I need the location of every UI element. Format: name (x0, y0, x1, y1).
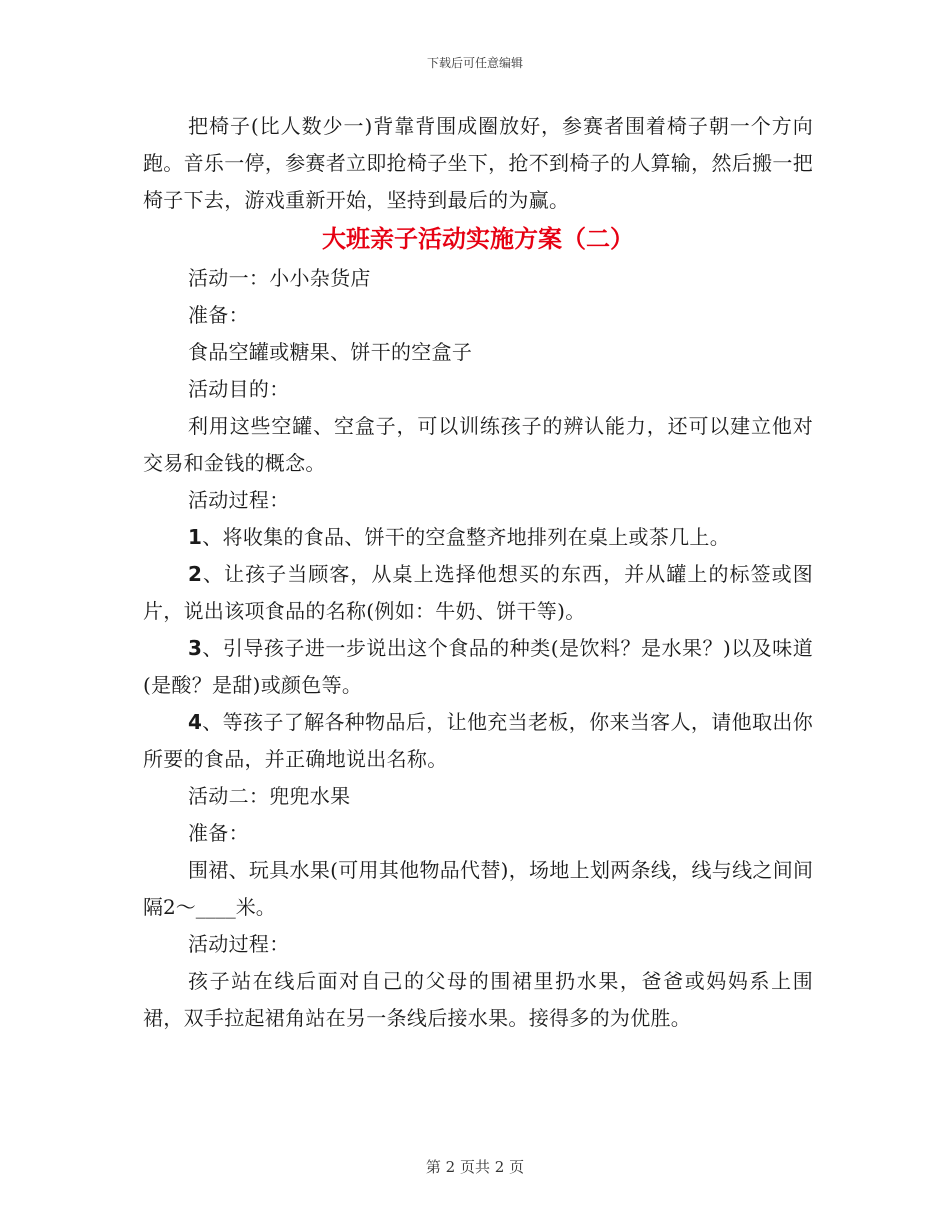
step-number: 2 (188, 562, 203, 586)
page-footer: 第 2 页共 2 页 (425, 1158, 525, 1176)
activity1-step-1 (143, 519, 813, 556)
step-number: 1 (188, 525, 203, 549)
document-body (143, 108, 813, 1037)
activity2-prep-text: 围裙、玩具水果(可用其他物品代替)，场地上划两条线，线与线之间间隔2～____米。 (143, 858, 813, 919)
step-text: 、引导孩子进一步说出这个食品的种类(是饮料？是水果？)以及味道(是酸？是甜)或颜色等。 (143, 636, 813, 697)
activity1-goal-text: 利用这些空罐、空盒子，可以训练孩子的辨认能力，还可以建立他对交易和金钱的概念。 (143, 414, 813, 475)
step-number: 4 (188, 710, 203, 734)
activity2-process-label: 活动过程： (188, 932, 290, 956)
activity1-prep-label: 准备： (188, 303, 249, 327)
activity2-prep-label: 准备： (188, 821, 249, 845)
activity1-step-4 (143, 704, 813, 778)
activity2-process-text: 孩子站在线后面对自己的父母的围裙里扔水果，爸爸或妈妈系上围裙，双手拉起裙角站在另一条线后接水果。接得多的为优胜。 (143, 969, 813, 1030)
activity1-step-3 (143, 630, 813, 704)
activity1-process-label: 活动过程： (188, 488, 290, 512)
step-number: 3 (188, 636, 203, 660)
activity1-step-2 (143, 556, 813, 630)
step-text: 、让孩子当顾客，从桌上选择他想买的东西，并从罐上的标签或图片，说出该项食品的名称(例如：牛奶、饼干等)。 (143, 562, 813, 623)
activity1-prep-text: 食品空罐或糖果、饼干的空盒子 (188, 340, 473, 364)
step-text: 、等孩子了解各种物品后，让他充当老板，你来当客人，请他取出你所要的食品，并正确地说出名称。 (143, 710, 813, 771)
section-title: 大班亲子活动实施方案（二） (322, 225, 634, 253)
activity2-heading: 活动二：兜兜水果 (188, 784, 351, 808)
step-text: 、将收集的食品、饼干的空盒整齐地排列在桌上或茶几上。 (202, 525, 731, 549)
intro-paragraph: 把椅子(比人数少一)背靠背围成圈放好，参赛者围着椅子朝一个方向跑。音乐一停，参赛者立即抢椅子坐下，抢不到椅子的人算输，然后搬一把椅子下去，游戏重新开始，坚持到最后的为赢。 (143, 114, 813, 212)
activity1-goal-label: 活动目的： (188, 377, 290, 401)
page-header: 下载后可任意编辑 (426, 56, 523, 70)
activity1-heading: 活动一：小小杂货店 (188, 266, 371, 290)
